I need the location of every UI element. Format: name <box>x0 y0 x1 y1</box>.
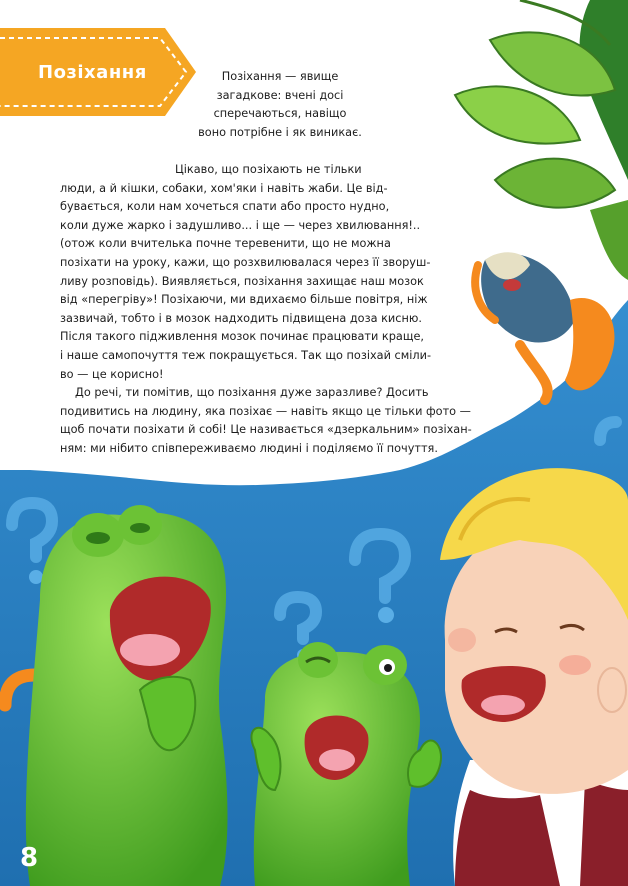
body-line: Цікаво, що позіхають не тільки <box>175 163 362 176</box>
intro-line: загадкове: вчені досі <box>216 88 344 102</box>
boy <box>440 468 628 886</box>
body-line: во — це корисно! <box>60 367 164 381</box>
body-line: подивитись на людину, яка позіхає — навіть якщо це тільки фото — <box>60 404 471 418</box>
page-number: 8 <box>20 843 39 873</box>
body-line: Після такого підживлення мозок починає працювати краще, <box>60 330 425 344</box>
intro-line: Позіхання — явище <box>221 70 339 83</box>
body-line: бувається, коли нам хочеться спати або просто нудно, <box>60 200 390 214</box>
body-line: щоб почати позіхати й собі! Це називається «дзеркальним» позіхан- <box>60 423 472 437</box>
body-line: позіхати на уроку, кажи, що розхвилювалася через її зворуш- <box>60 255 431 269</box>
body-line: зазвичай, тобто і в мозок надходить підвищена доза кисню. <box>60 311 422 325</box>
intro-line: воно потрібне і як виникає. <box>198 125 362 139</box>
intro-line: сперечаються, навіщо <box>213 107 347 121</box>
body-line: До речі, ти помітив, що позіхання дуже заразливе? Досить <box>75 386 429 400</box>
body-line: люди, а й кішки, собаки, хом'яки і навіть жаби. Це від- <box>60 181 388 195</box>
body-line: (отож коли вчителька почне теревенити, що не можна <box>60 237 391 251</box>
body-text <box>60 161 472 459</box>
body-line: ням: ми нібито співпереживаємо людині і поділяємо її почуття. <box>60 441 438 455</box>
page-title: Позіхання <box>38 62 147 83</box>
body-line: від «перегріву»! Позіхаючи, ми вдихаємо більше повітря, ніж <box>60 293 428 307</box>
body-line: коли дуже жарко і задушливо... і ще — через хвилювання!.. <box>60 218 421 232</box>
body-line: і наше самопочуття теж покращується. Так що позіхай сміли- <box>60 348 432 362</box>
body-line: ливу розповідь). Виявляється, позіхання захищає наш мозок <box>60 274 424 288</box>
big-frog <box>26 505 228 886</box>
intro-paragraph <box>150 68 410 142</box>
